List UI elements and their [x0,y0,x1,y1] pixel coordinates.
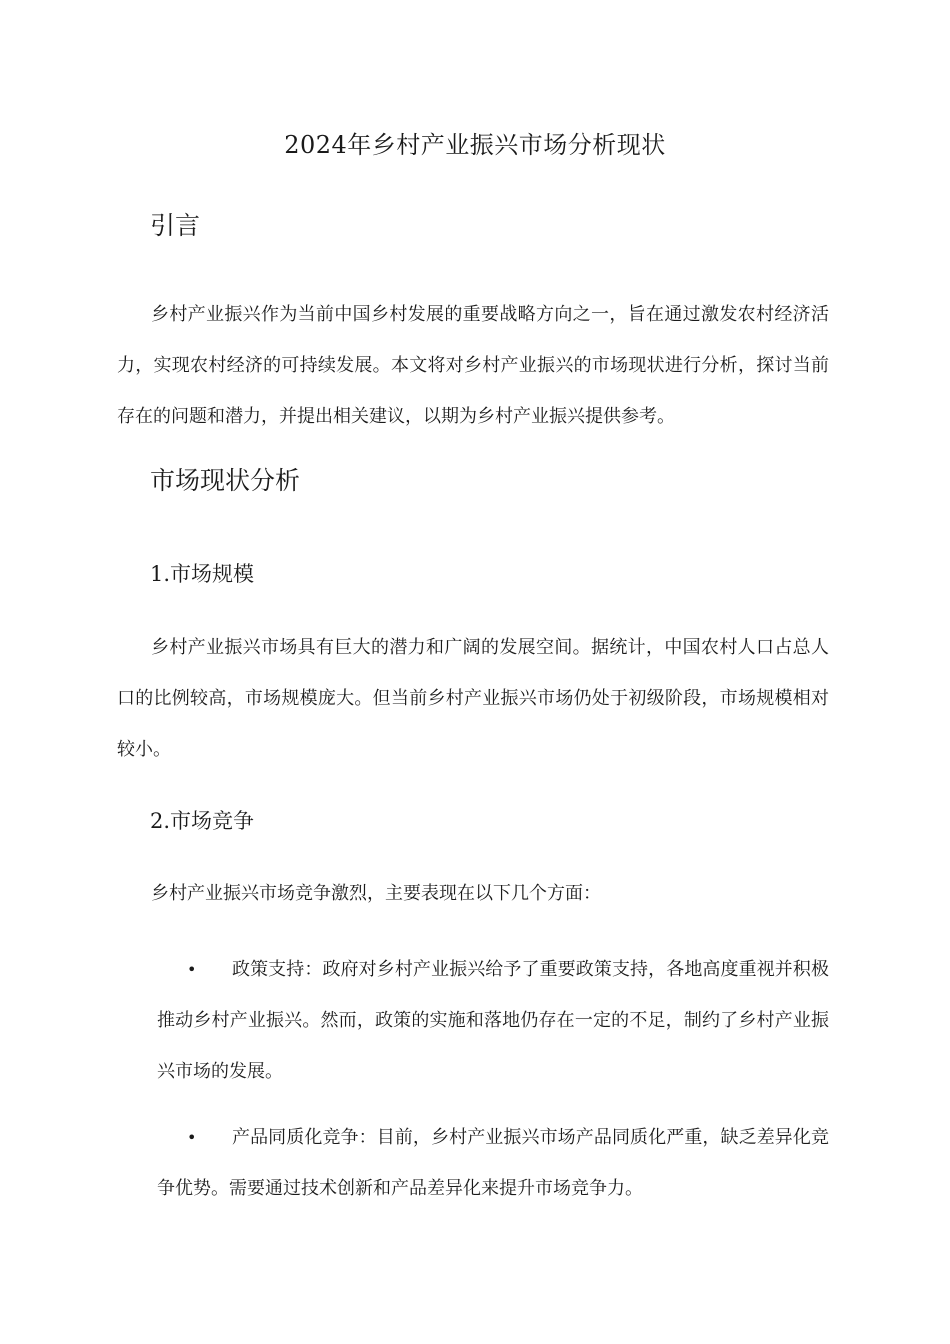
section-market-size-paragraph: 乡村产业振兴市场具有巨大的潜力和广阔的发展空间。据统计，中国农村人口占总人口的比例较高，市场规模庞大。但当前乡村产业振兴市场仍处于初级阶段，市场规模相对较小。 [117,637,829,760]
document-title: 2024年乡村产业振兴市场分析现状 [284,131,666,159]
section-market-size-heading: 1.市场规模 [150,562,255,586]
bullet-icon: • [187,960,197,979]
intro-heading: 引言 [150,211,201,240]
market-analysis-heading: 市场现状分析 [150,466,301,495]
section-market-competition-paragraph: 乡村产业振兴市场竞争激烈，主要表现在以下几个方面： [151,883,601,904]
intro-paragraph: 乡村产业振兴作为当前中国乡村发展的重要战略方向之一，旨在通过激发农村经济活力，实现农村经济的可持续发展。本文将对乡村产业振兴的市场现状进行分析，探讨当前存在的问题和潜力，并提出相关建议，以期为乡村产业振兴提供参考。 [117,304,829,427]
list-item [157,1112,829,1214]
list-item-text: 产品同质化竞争：目前，乡村产业振兴市场产品同质化严重，缺乏差异化竞争优势。需要通过技术创新和产品差异化来提升市场竞争力。 [157,1127,829,1199]
list-item [157,944,829,1097]
section-market-competition-heading: 2.市场竞争 [150,809,255,833]
list-item-text: 政策支持：政府对乡村产业振兴给予了重要政策支持，各地高度重视并积极推动乡村产业振兴。然而，政策的实施和落地仍存在一定的不足，制约了乡村产业振兴市场的发展。 [157,959,829,1082]
bullet-icon: • [187,1128,197,1147]
